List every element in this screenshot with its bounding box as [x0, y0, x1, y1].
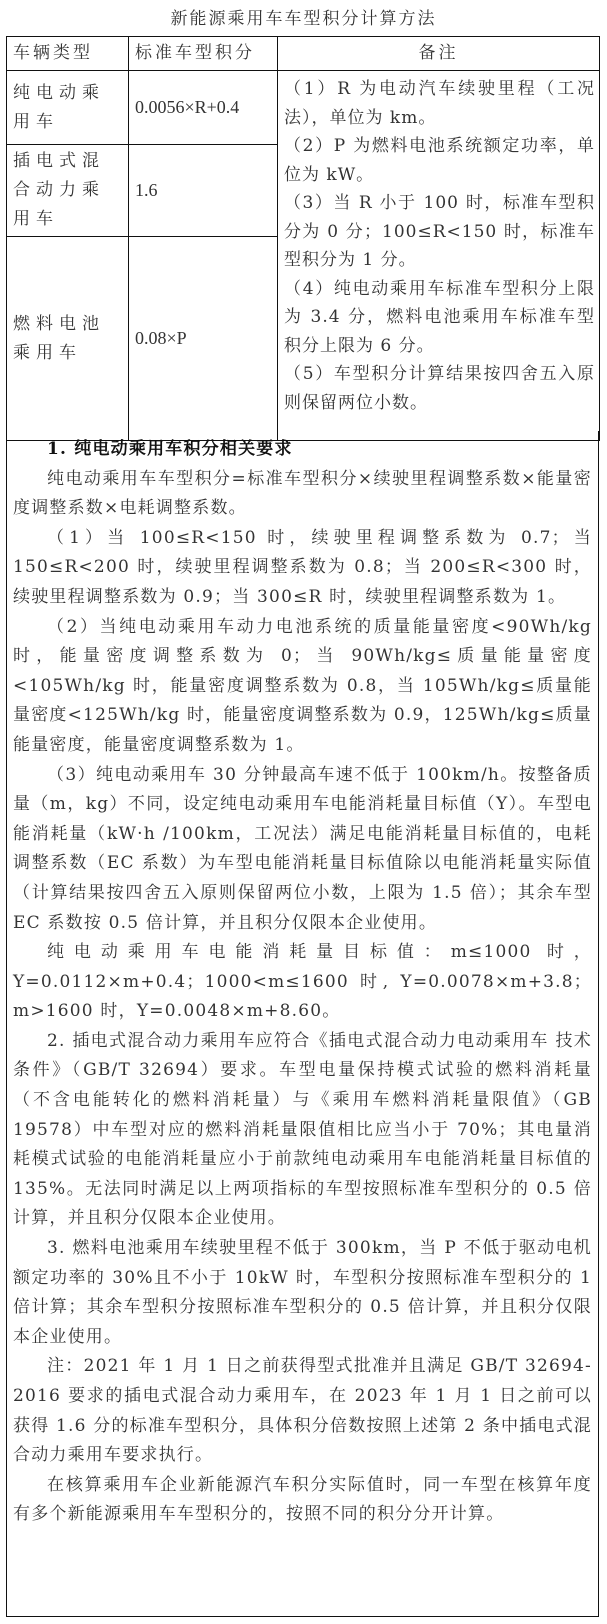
score-formula-cell: 0.08×P — [129, 237, 278, 441]
document-title: 新能源乘用车车型积分计算方法 — [170, 9, 437, 29]
remark-3: （3）当 R 小于 100 时，标准车型积分为 0 分；100≤R<150 时，标准车型积分为 1 分。 — [284, 193, 595, 270]
header-vehicle-type: 车辆类型 — [7, 37, 129, 71]
vehicle-type-cell: 燃料电池乘用车 — [7, 237, 129, 441]
header-remarks: 备注 — [278, 37, 600, 71]
remark-5: （5）车型积分计算结果按四舍五入原则保留两位小数。 — [284, 364, 595, 413]
remark-4: （4）纯电动乘用车标准车型积分上限为 3.4 分，燃料电池乘用车标准车型积分上限为 6 分。 — [284, 278, 595, 356]
table-row-bev — [7, 71, 600, 145]
score-formula-cell: 0.0056×R+0.4 — [129, 71, 278, 145]
score-formula-cell: 1.6 — [129, 145, 278, 237]
energy-density-paragraph: （2）当纯电动乘用车动力电池系统的质量能量密度<90Wh/kg 时，能量密度调整系数为 0；当 90Wh/kg≤质量能量密度<105Wh/kg 时，能量密度调整系数为 0.8，当 105Wh/kg≤质量能量密度<125Wh/kg 时，能量密度调整系数为 0.9，125Wh/kg≤质量能量密度，能量密度调整系数为 1。 — [13, 616, 592, 755]
remark-1: （1）R 为电动汽车续驶里程（工况法），单位为 km。 — [284, 79, 595, 128]
header-standard-score: 标准车型积分 — [129, 37, 278, 71]
credit-method-table — [6, 36, 600, 441]
remarks-cell — [278, 71, 600, 441]
remark-2: （2）P 为燃料电池系统额定功率，单位为 kW。 — [284, 136, 595, 185]
vehicle-type-cell: 纯电动乘用车 — [7, 71, 129, 145]
requirements-section — [6, 431, 599, 1617]
section-2-paragraph: 2. 插电式混合动力乘用车应符合《插电式混合动力电动乘用车 技术条件》（GB/T 32694）要求。车型电量保持模式试验的燃料消耗量（不含电能转化的燃料消耗量）与《乘用车燃料消耗量限值》（GB 19578）中车型对应的燃料消耗量限值相比应当小于 70%；其电量消耗模式试验的电能消耗量应小于前款纯电动乘用车电能消耗量目标值的 135%。无法同时满足以上两项指标的车型按照标准车型积分的 0.5 倍计算，并且积分仅限本企业使用。 — [13, 1030, 592, 1229]
section-3-paragraph: 3. 燃料电池乘用车续驶里程不低于 300km，当 P 不低于驱动电机额定功率的 30%且不小于 10kW 时，车型积分按照标准车型积分的 1 倍计算；其余车型积分按照标准车型积分的 0.5 倍计算，并且积分仅限本企业使用。 — [13, 1238, 592, 1347]
vehicle-type-cell: 插电式混合动力乘用车 — [7, 145, 129, 237]
note-paragraph: 注：2021 年 1 月 1 日之前获得型式批准并且满足 GB/T 32694-2016 要求的插电式混合动力乘用车，在 2023 年 1 月 1 日之前可以获得 1.6 分的标准车型积分，具体积分倍数按照上述第 2 条中插电式混合动力乘用车要求执行。 — [13, 1356, 592, 1466]
range-coefficient-paragraph: （1）当 100≤R<150 时，续驶里程调整系数为 0.7；当 150≤R<200 时，续驶里程调整系数为 0.8；当 200≤R<300 时，续驶里程调整系数为 0.9；当 300≤R 时，续驶里程调整系数为 1。 — [13, 527, 592, 607]
section-1-heading: 1. 纯电动乘用车积分相关要求 — [47, 439, 293, 459]
energy-consumption-paragraph: （3）纯电动乘用车 30 分钟最高车速不低于 100km/h。按整备质量（m，kg）不同，设定纯电动乘用车电能消耗量目标值（Y）。车型电能消耗量（kW·h /100km，工况法）满足电能消耗量目标值的，电耗调整系数（EC 系数）为车型电能消耗量目标值除以电能消耗量实际值（计算结果按四舍五入原则保留两位小数，上限为 1.5 倍）；其余车型 EC 系数按 0.5 倍计算，并且积分仅限本企业使用。 — [13, 764, 592, 933]
consumption-target-paragraph: 纯电动乘用车电能消耗量目标值：m≤1000 时，Y=0.0112×m+0.4；1000<m≤1600 时, Y=0.0078×m+3.8；m>1600 时，Y=0.0048×m+8.60。 — [13, 942, 592, 1022]
table-header-row — [7, 37, 600, 71]
bev-formula-paragraph: 纯电动乘用车车型积分=标准车型积分×续驶里程调整系数×能量密度调整系数×电耗调整系数。 — [13, 468, 592, 519]
closing-paragraph: 在核算乘用车企业新能源汽车积分实际值时，同一车型在核算年度有多个新能源乘用车车型积分的，按照不同的积分分开计算。 — [13, 1474, 592, 1525]
